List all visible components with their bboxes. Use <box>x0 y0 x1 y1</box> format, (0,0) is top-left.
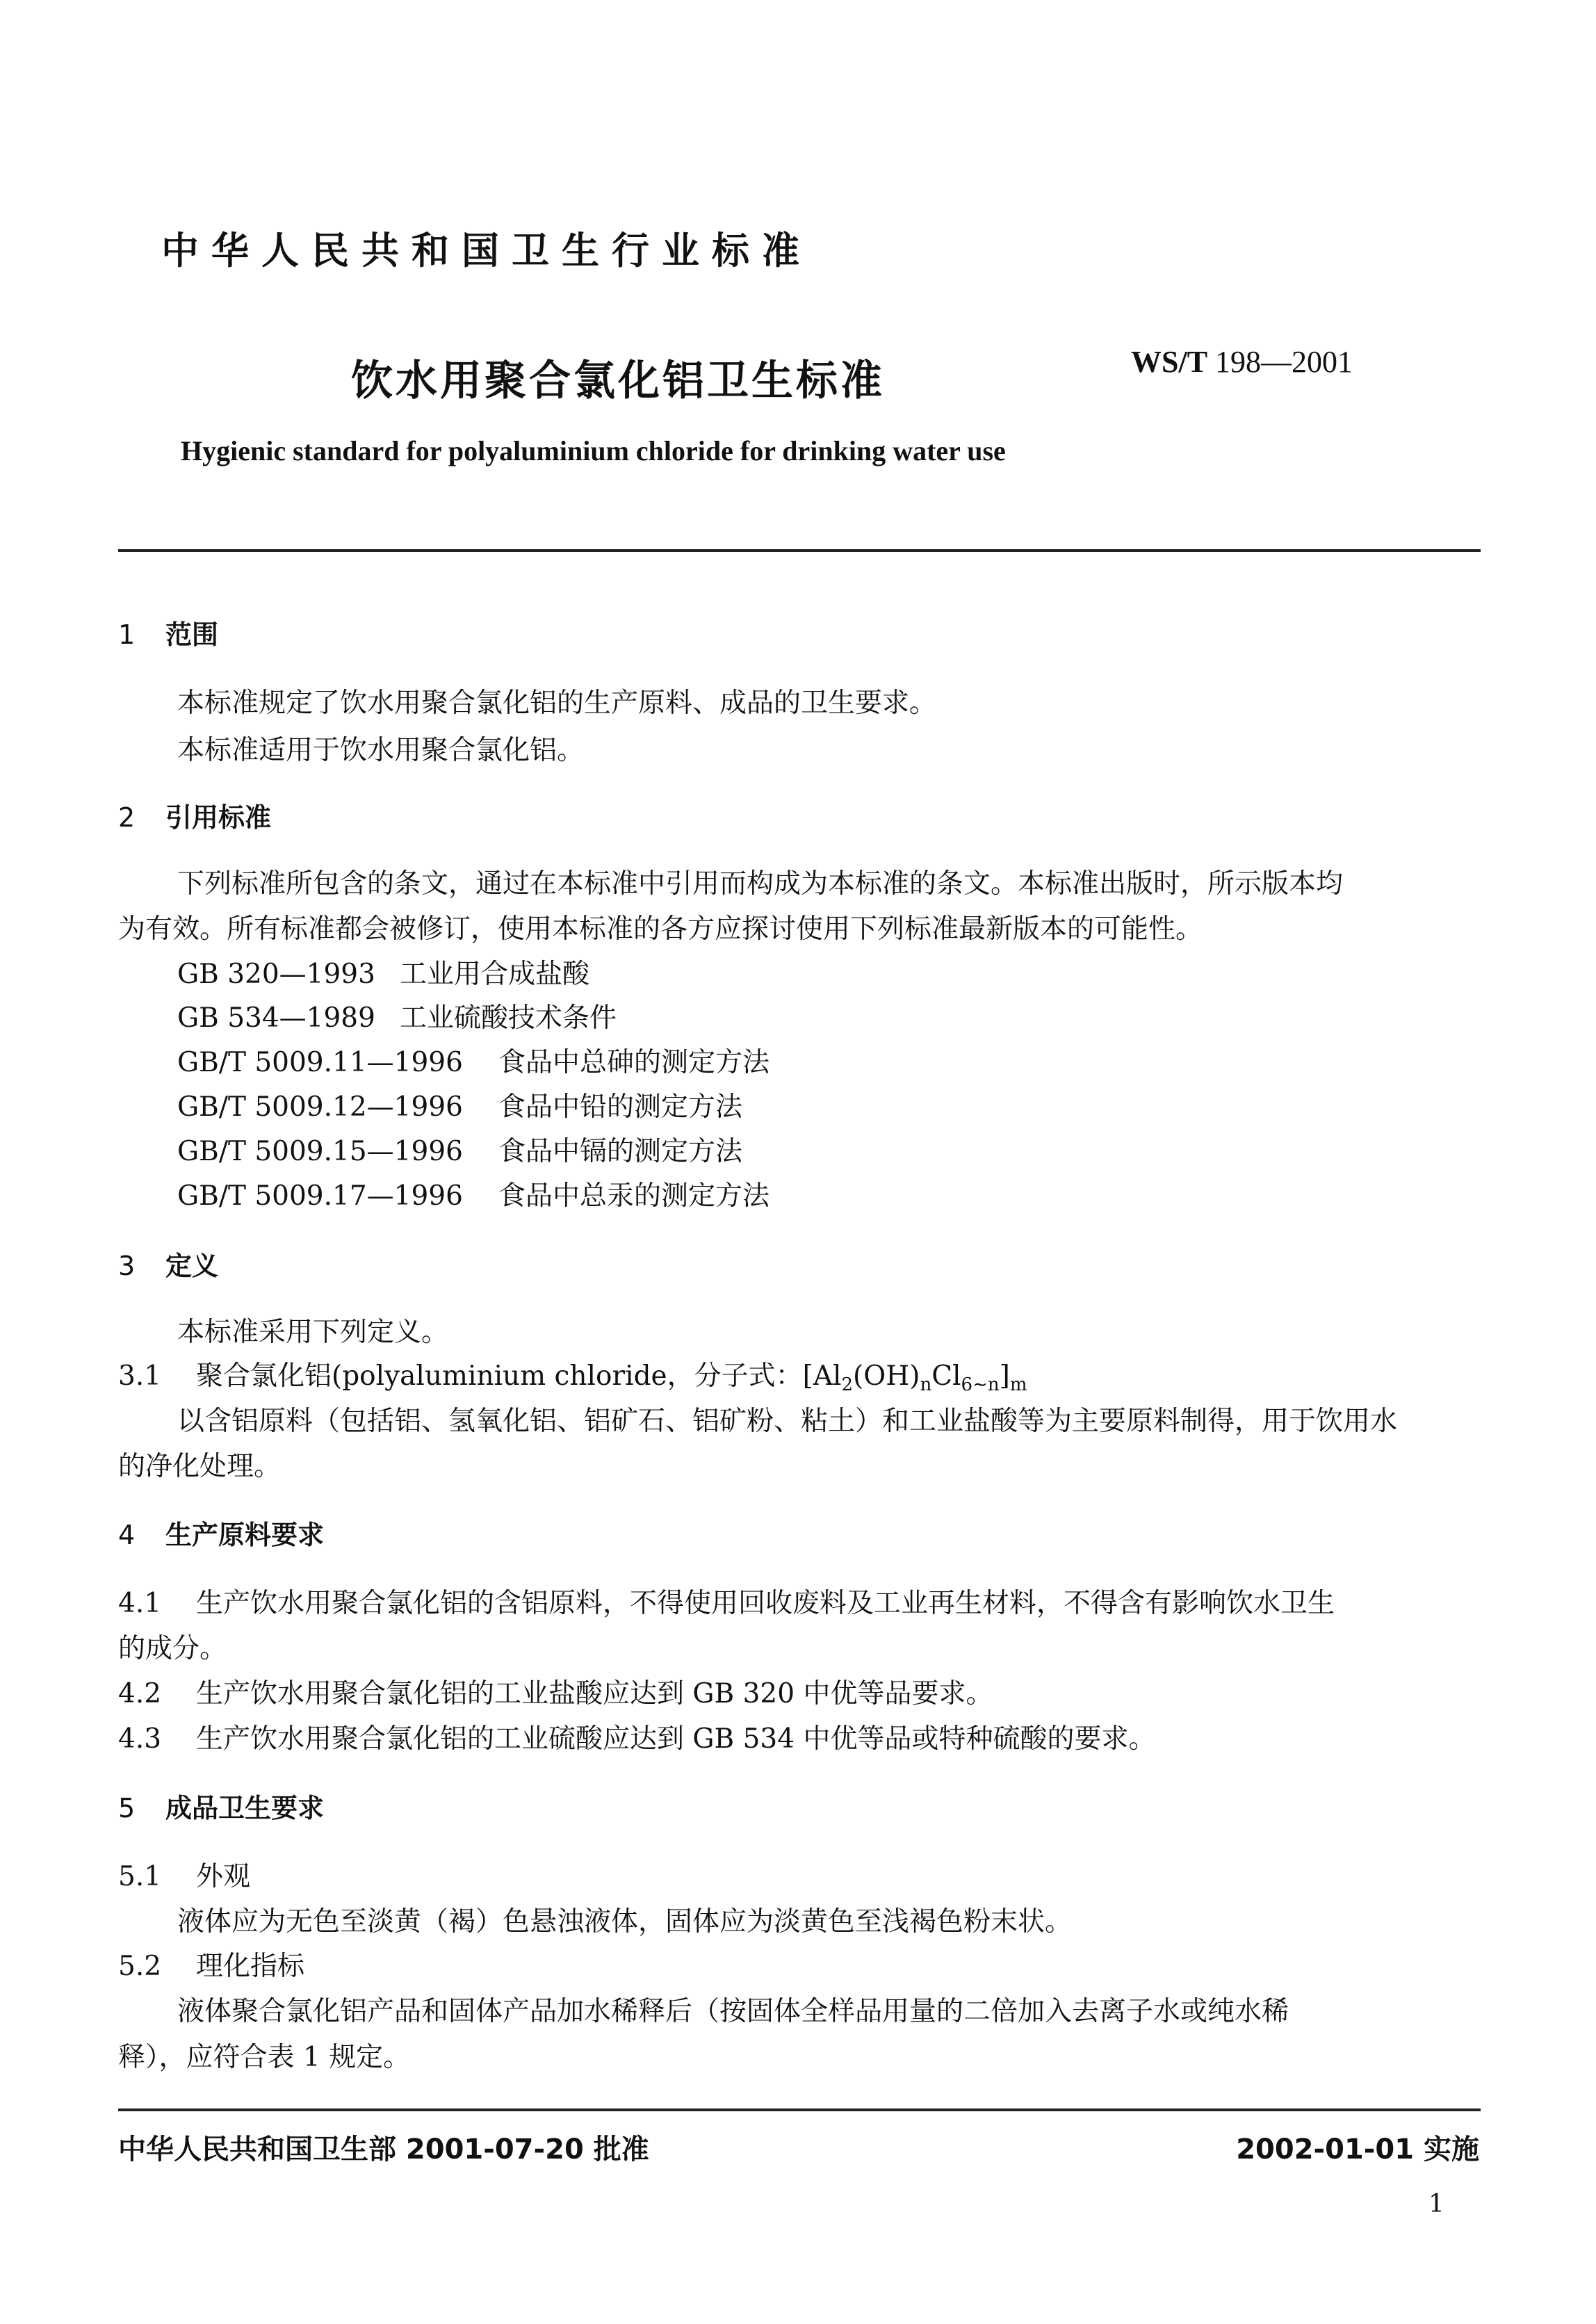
reference-item <box>177 1085 742 1124</box>
formula-subscript: 6∼n <box>961 1374 1000 1395</box>
section-3-heading <box>118 1244 218 1283</box>
section-number: 1 <box>118 619 136 650</box>
section-5-heading <box>118 1787 324 1825</box>
clause-5-2-line-1: 液体聚合氯化铝产品和固体产品加水稀释后（按固体全样品用量的二倍加入去离子水或纯水稀 <box>177 1996 1289 2027</box>
section-title: 范围 <box>165 619 219 650</box>
reference-code: GB/T 5009.15—1996 <box>177 1136 463 1167</box>
reference-code: GB 534—1989 <box>177 1002 375 1034</box>
approval-line: 中华人民共和国卫生部 2001-07-20 批准 <box>118 2134 649 2165</box>
standard-code-number: 198—2001 <box>1215 345 1353 379</box>
clause-number: 5.1 <box>118 1861 162 1892</box>
clause-5-1-heading <box>118 1855 250 1894</box>
reference-name: 食品中总砷的测定方法 <box>498 1047 770 1078</box>
clause-4-2 <box>118 1672 993 1711</box>
formula-subscript: m <box>1009 1374 1027 1395</box>
reference-item <box>177 996 617 1035</box>
clause-title: 外观 <box>196 1861 251 1892</box>
section-2-paragraph-line-2: 为有效。所有标准都会被修订，使用本标准的各方应探讨使用下列标准最新版本的可能性。 <box>118 913 1203 945</box>
section-4-heading <box>118 1513 324 1552</box>
clause-number: 4.3 <box>118 1723 162 1755</box>
formula-part: (OH) <box>853 1360 920 1392</box>
section-1-heading <box>118 613 218 651</box>
footer-rule <box>118 2108 1481 2111</box>
definition-3-1-line-3: 的净化处理。 <box>118 1451 282 1482</box>
standard-title-english: Hygienic standard for polyaluminium chloride for drinking water use <box>181 435 1006 466</box>
reference-code: GB/T 5009.17—1996 <box>177 1180 463 1212</box>
section-number: 5 <box>118 1793 136 1823</box>
section-title: 成品卫生要求 <box>165 1793 325 1823</box>
clause-4-3 <box>118 1717 1155 1756</box>
clause-4-1-line-2: 的成分。 <box>118 1633 227 1664</box>
reference-code: GB/T 5009.11—1996 <box>177 1047 463 1078</box>
section-title: 生产原料要求 <box>165 1520 325 1550</box>
reference-name: 食品中镉的测定方法 <box>498 1136 743 1167</box>
section-2-heading <box>118 796 271 834</box>
clause-4-1 <box>118 1582 1335 1620</box>
reference-name: 工业硫酸技术条件 <box>400 1002 617 1034</box>
standard-code <box>1131 344 1353 380</box>
section-1-paragraph-1: 本标准规定了饮水用聚合氯化铝的生产原料、成品的卫生要求。 <box>177 688 937 719</box>
formula-part: ] <box>999 1360 1010 1392</box>
formula-subscript: n <box>920 1374 932 1395</box>
page-number: 1 <box>1428 2190 1444 2218</box>
clause-number: 3.1 <box>118 1360 162 1392</box>
issuer-heading: 中华人民共和国卫生行业标准 <box>161 229 812 273</box>
standard-title: 饮水用聚合氯化铝卫生标准 <box>351 357 885 405</box>
section-1-paragraph-2: 本标准适用于饮水用聚合氯化铝。 <box>177 735 585 766</box>
section-2-paragraph-line-1: 下列标准所包含的条文，通过在本标准中引用而构成为本标准的条文。本标准出版时，所示版本均 <box>177 868 1344 900</box>
clause-5-1-text: 液体应为无色至淡黄（褐）色悬浊液体，固体应为淡黄色至浅褐色粉末状。 <box>177 1906 1073 1937</box>
section-title: 引用标准 <box>165 802 272 833</box>
clause-5-2-heading <box>118 1944 304 1983</box>
section-number: 2 <box>118 802 136 833</box>
clause-number: 4.2 <box>118 1678 162 1709</box>
formula-subscript: 2 <box>841 1374 854 1395</box>
clause-text: 生产饮水用聚合氯化铝的含铝原料，不得使用回收废料及工业再生材料，不得含有影响饮水卫生 <box>196 1588 1335 1619</box>
reference-name: 工业用合成盐酸 <box>400 959 590 990</box>
reference-code: GB/T 5009.12—1996 <box>177 1091 463 1123</box>
clause-5-2-line-2: 释），应符合表 1 规定。 <box>118 2042 411 2073</box>
reference-item <box>177 952 589 991</box>
reference-item <box>177 1174 770 1213</box>
section-number: 3 <box>118 1251 136 1281</box>
clause-text: 生产饮水用聚合氯化铝的工业硫酸应达到 GB 534 中优等品或特种硫酸的要求。 <box>196 1723 1156 1755</box>
clause-title: 理化指标 <box>196 1951 305 1982</box>
definition-term: 聚合氯化铝(polyaluminium chloride，分子式：[Al <box>196 1360 842 1392</box>
reference-item <box>177 1041 770 1080</box>
section-number: 4 <box>118 1520 136 1550</box>
definition-3-1 <box>118 1354 1027 1395</box>
reference-item <box>177 1130 742 1169</box>
formula-part: Cl <box>931 1360 961 1392</box>
clause-number: 4.1 <box>118 1588 162 1619</box>
reference-name: 食品中总汞的测定方法 <box>498 1180 770 1212</box>
standard-code-prefix: WS/T <box>1131 345 1208 379</box>
clause-text: 生产饮水用聚合氯化铝的工业盐酸应达到 GB 320 中优等品要求。 <box>196 1678 993 1709</box>
section-3-paragraph: 本标准采用下列定义。 <box>177 1317 449 1348</box>
header-rule <box>118 549 1481 552</box>
reference-code: GB 320—1993 <box>177 959 375 990</box>
clause-number: 5.2 <box>118 1951 162 1982</box>
effective-date-line: 2002-01-01 实施 <box>1236 2134 1479 2165</box>
reference-name: 食品中铅的测定方法 <box>498 1091 743 1123</box>
definition-3-1-line-2: 以含铝原料（包括铝、氢氧化铝、铝矿石、铝矿粉、粘土）和工业盐酸等为主要原料制得，用于饮用水 <box>177 1406 1398 1437</box>
section-title: 定义 <box>165 1251 219 1281</box>
